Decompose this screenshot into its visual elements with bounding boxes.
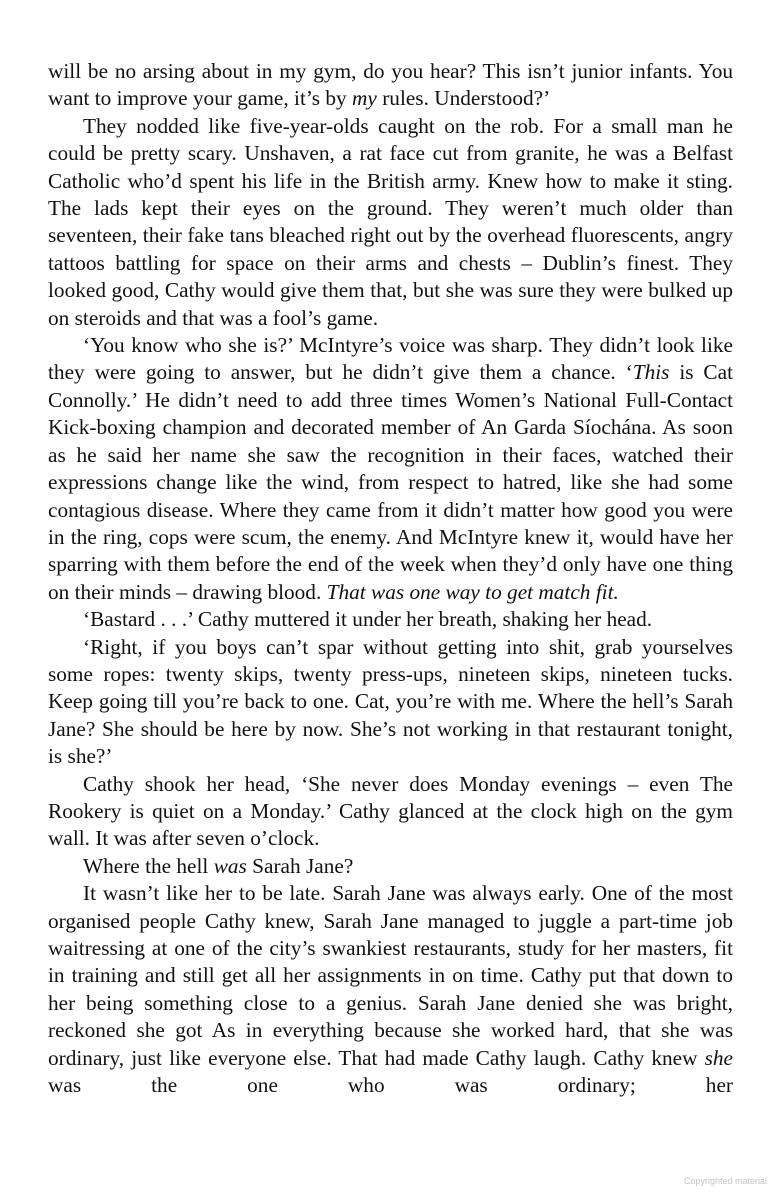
paragraph-text: is Cat Connolly.’ He didn’t need to add three times Women’s National Full-Contact Kick-boxing champion and decorated member of An Garda Síochána. As soon as he said her name she saw the recognition in their faces, watched their expressions change like the wind, from respect to hatred, like she had some contagious disease. Where they came from it didn’t matter how good you were in the ring, cops were scum, the enemy. And McIntyre knew it, would have her sparring with them before the end of the week when they’d only have one thing on their minds – drawing blood.: [48, 360, 733, 604]
paragraph-text: ‘You know who she is?’ McIntyre’s voice was sharp. They didn’t look like they were going to answer, but he didn’t give them a chance. ‘: [48, 333, 733, 385]
italic-text: my: [352, 86, 377, 111]
book-page-body: [48, 58, 733, 1099]
paragraph-text: They nodded like five-year-olds caught on the rob. For a small man he could be pretty scary. Unshaven, a rat face cut from granite, he was a Belfast Catholic who’d spent his life in the British army. Knew how to make it sting. The lads kept their eyes on the ground. They weren’t much older than seventeen, their fake tans bleached right out by the overhead fluorescents, angry tattoos battling for space on their arms and chests – Dublin’s finest. They looked good, Cathy would give them that, but she was sure they were bulked up on steroids and that was a fool’s game.: [48, 113, 733, 330]
paragraph-text: It wasn’t like her to be late. Sarah Jane was always early. One of the most organised people Cathy knew, Sarah Jane managed to juggle a part-time job waitressing at one of the city’s swankiest restaurants, study for her masters, fit in training and still get all her assignments in on time. Cathy put that down to her being something close to a genius. Sarah Jane denied she was bright, reckoned she got As in everything because she worked hard, that she was ordinary, just like everyone else. That had made Cathy laugh. Cathy knew: [48, 881, 733, 1070]
paragraph-text: ‘Bastard . . .’ Cathy muttered it under her breath, shaking her head.: [83, 607, 653, 632]
paragraph-text: rules. Understood?’: [376, 86, 551, 111]
paragraph: [48, 853, 733, 880]
paragraph: [48, 332, 733, 606]
paragraph: [48, 58, 733, 113]
paragraph-text: ‘Right, if you boys can’t spar without getting into shit, grab yourselves some ropes: twenty skips, twenty press-ups, nineteen skips, nineteen tucks. Keep going till you’re back to one. Cat, you’re with me. Where the hell’s Sarah Jane? She should be here by now. She’s not working in that restaurant tonight, is she?’: [48, 634, 733, 769]
copyright-watermark: Copyrighted material: [683, 1176, 767, 1186]
italic-text: This: [632, 360, 670, 385]
italic-text: was: [213, 853, 247, 878]
paragraph: [48, 113, 733, 332]
paragraph-text: Cathy shook her head, ‘She never does Monday evenings – even The Rookery is quiet on a Monday.’ Cathy glanced at the clock high on the gym wall. It was after seven o’clock.: [48, 771, 733, 851]
paragraph: [48, 634, 733, 771]
paragraph-text: Where the hell: [83, 853, 214, 878]
paragraph: [48, 606, 733, 633]
italic-text: That was one way to get match fit.: [326, 579, 619, 604]
paragraph: [48, 880, 733, 1099]
italic-text: she: [704, 1045, 733, 1070]
paragraph-text: Sarah Jane?: [246, 853, 354, 878]
paragraph-text: was the one who was ordinary; her: [48, 1073, 733, 1098]
paragraph-text: will be no arsing about in my gym, do you hear? This isn’t junior infants. You want to improve your game, it’s by: [48, 59, 733, 111]
paragraph: [48, 771, 733, 853]
